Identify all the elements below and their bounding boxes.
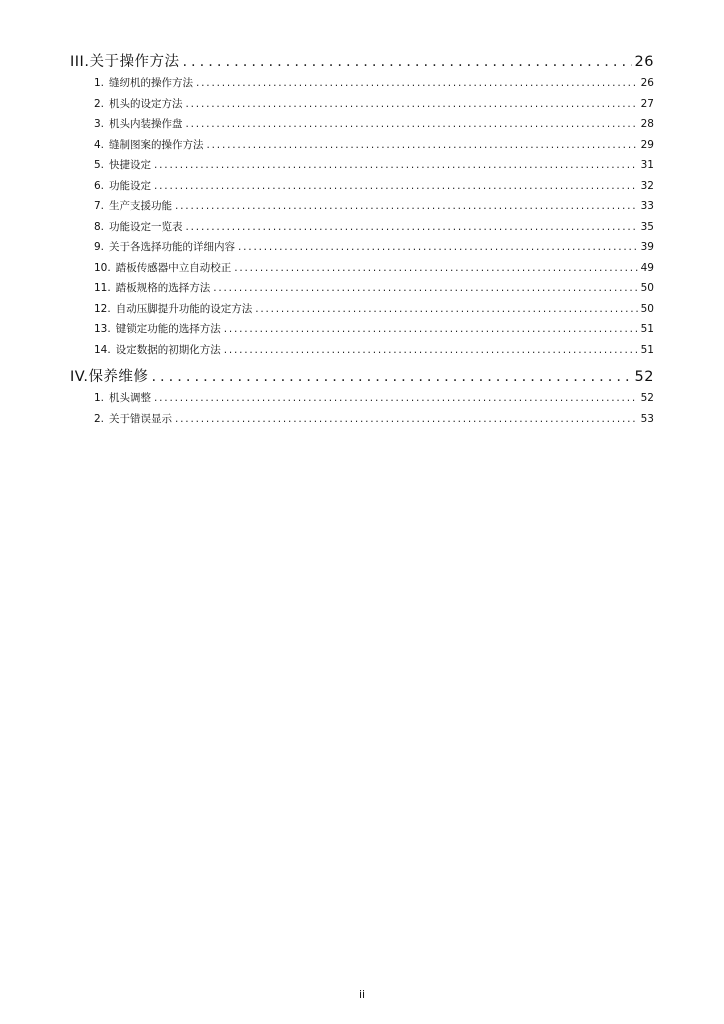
toc-item[interactable] (70, 321, 654, 342)
dot-leader (213, 282, 637, 294)
dot-leader (186, 221, 638, 233)
dot-leader (186, 98, 638, 110)
section-title: 保养维修 (88, 369, 149, 385)
item-title: 机头调整 (109, 392, 152, 404)
toc-item[interactable] (70, 280, 654, 301)
item-title: 关于各选择功能的详细内容 (109, 241, 236, 253)
item-page-number: 33 (640, 200, 654, 212)
item-number: 1. (94, 392, 105, 404)
toc-item[interactable] (70, 157, 654, 178)
item-title: 踏板规格的选择方法 (115, 282, 211, 294)
dot-leader (175, 413, 638, 425)
toc-section-heading[interactable] (70, 50, 654, 75)
item-page-number: 35 (640, 220, 654, 233)
toc-item[interactable] (70, 198, 654, 219)
toc-item[interactable] (70, 260, 654, 281)
dot-leader (154, 159, 638, 171)
item-page-number: 53 (640, 412, 654, 425)
dot-leader (255, 303, 637, 315)
item-title: 关于错误显示 (109, 412, 173, 425)
section-page-number: 52 (634, 369, 654, 385)
toc-section-heading[interactable] (70, 365, 654, 390)
item-page-number: 29 (640, 138, 654, 151)
item-number: 3. (94, 118, 105, 130)
item-title: 快捷设定 (109, 159, 152, 171)
item-title: 缝纫机的操作方法 (109, 77, 194, 89)
item-title: 生产支援功能 (109, 200, 173, 212)
toc-item[interactable] (70, 219, 654, 240)
item-number: 2. (94, 412, 105, 425)
section-page-number: 26 (634, 54, 654, 70)
item-title: 踏板传感器中立自动校正 (115, 261, 232, 274)
item-number: 4. (94, 138, 105, 151)
item-page-number: 51 (640, 343, 654, 356)
toc-item[interactable] (70, 390, 654, 411)
toc-item[interactable] (70, 301, 654, 322)
dot-leader (154, 180, 638, 192)
dot-leader (196, 77, 638, 89)
item-page-number: 50 (640, 302, 654, 315)
item-number: 11. (94, 282, 111, 294)
dot-leader (151, 369, 631, 385)
item-number: 7. (94, 200, 105, 212)
dot-leader (234, 262, 637, 274)
item-title: 缝制图案的操作方法 (109, 138, 204, 151)
item-page-number: 52 (640, 392, 654, 404)
dot-leader (238, 241, 638, 253)
item-number: 10. (94, 261, 111, 274)
item-number: 13. (94, 323, 111, 335)
item-page-number: 49 (640, 261, 654, 274)
item-page-number: 51 (640, 323, 654, 335)
dot-leader (175, 200, 638, 212)
toc-item[interactable] (70, 137, 654, 158)
item-number: 2. (94, 97, 105, 110)
toc-item[interactable] (70, 96, 654, 117)
section-number: IV. (70, 369, 89, 385)
item-page-number: 50 (640, 282, 654, 294)
item-title: 键锁定功能的选择方法 (115, 323, 221, 335)
page-footer-number: ii (358, 988, 366, 1001)
item-title: 功能设定一览表 (109, 220, 183, 233)
toc-item[interactable] (70, 342, 654, 363)
dot-leader (154, 392, 638, 404)
item-number: 9. (94, 241, 105, 253)
item-page-number: 31 (640, 159, 654, 171)
dot-leader (182, 54, 631, 70)
table-of-contents (70, 50, 654, 431)
item-number: 5. (94, 159, 105, 171)
item-page-number: 28 (640, 118, 654, 130)
toc-item[interactable] (70, 75, 654, 96)
item-title: 功能设定 (109, 179, 152, 192)
item-number: 14. (94, 343, 111, 356)
dot-leader (224, 344, 638, 356)
item-page-number: 27 (640, 97, 654, 110)
item-title: 自动压脚提升功能的设定方法 (115, 302, 253, 315)
toc-item[interactable] (70, 116, 654, 137)
item-page-number: 39 (640, 241, 654, 253)
item-title: 机头的设定方法 (109, 97, 183, 110)
item-number: 12. (94, 302, 111, 315)
item-title: 机头内装操作盘 (109, 118, 183, 130)
item-number: 8. (94, 220, 105, 233)
toc-item[interactable] (70, 411, 654, 432)
dot-leader (207, 139, 638, 151)
item-title: 设定数据的初期化方法 (115, 343, 221, 356)
toc-item[interactable] (70, 239, 654, 260)
item-number: 6. (94, 179, 105, 192)
dot-leader (224, 323, 638, 335)
toc-item[interactable] (70, 178, 654, 199)
item-page-number: 26 (640, 77, 654, 89)
item-page-number: 32 (640, 179, 654, 192)
section-number: III. (70, 54, 90, 70)
section-title: 关于操作方法 (89, 54, 180, 70)
dot-leader (186, 118, 638, 130)
item-number: 1. (94, 77, 105, 89)
